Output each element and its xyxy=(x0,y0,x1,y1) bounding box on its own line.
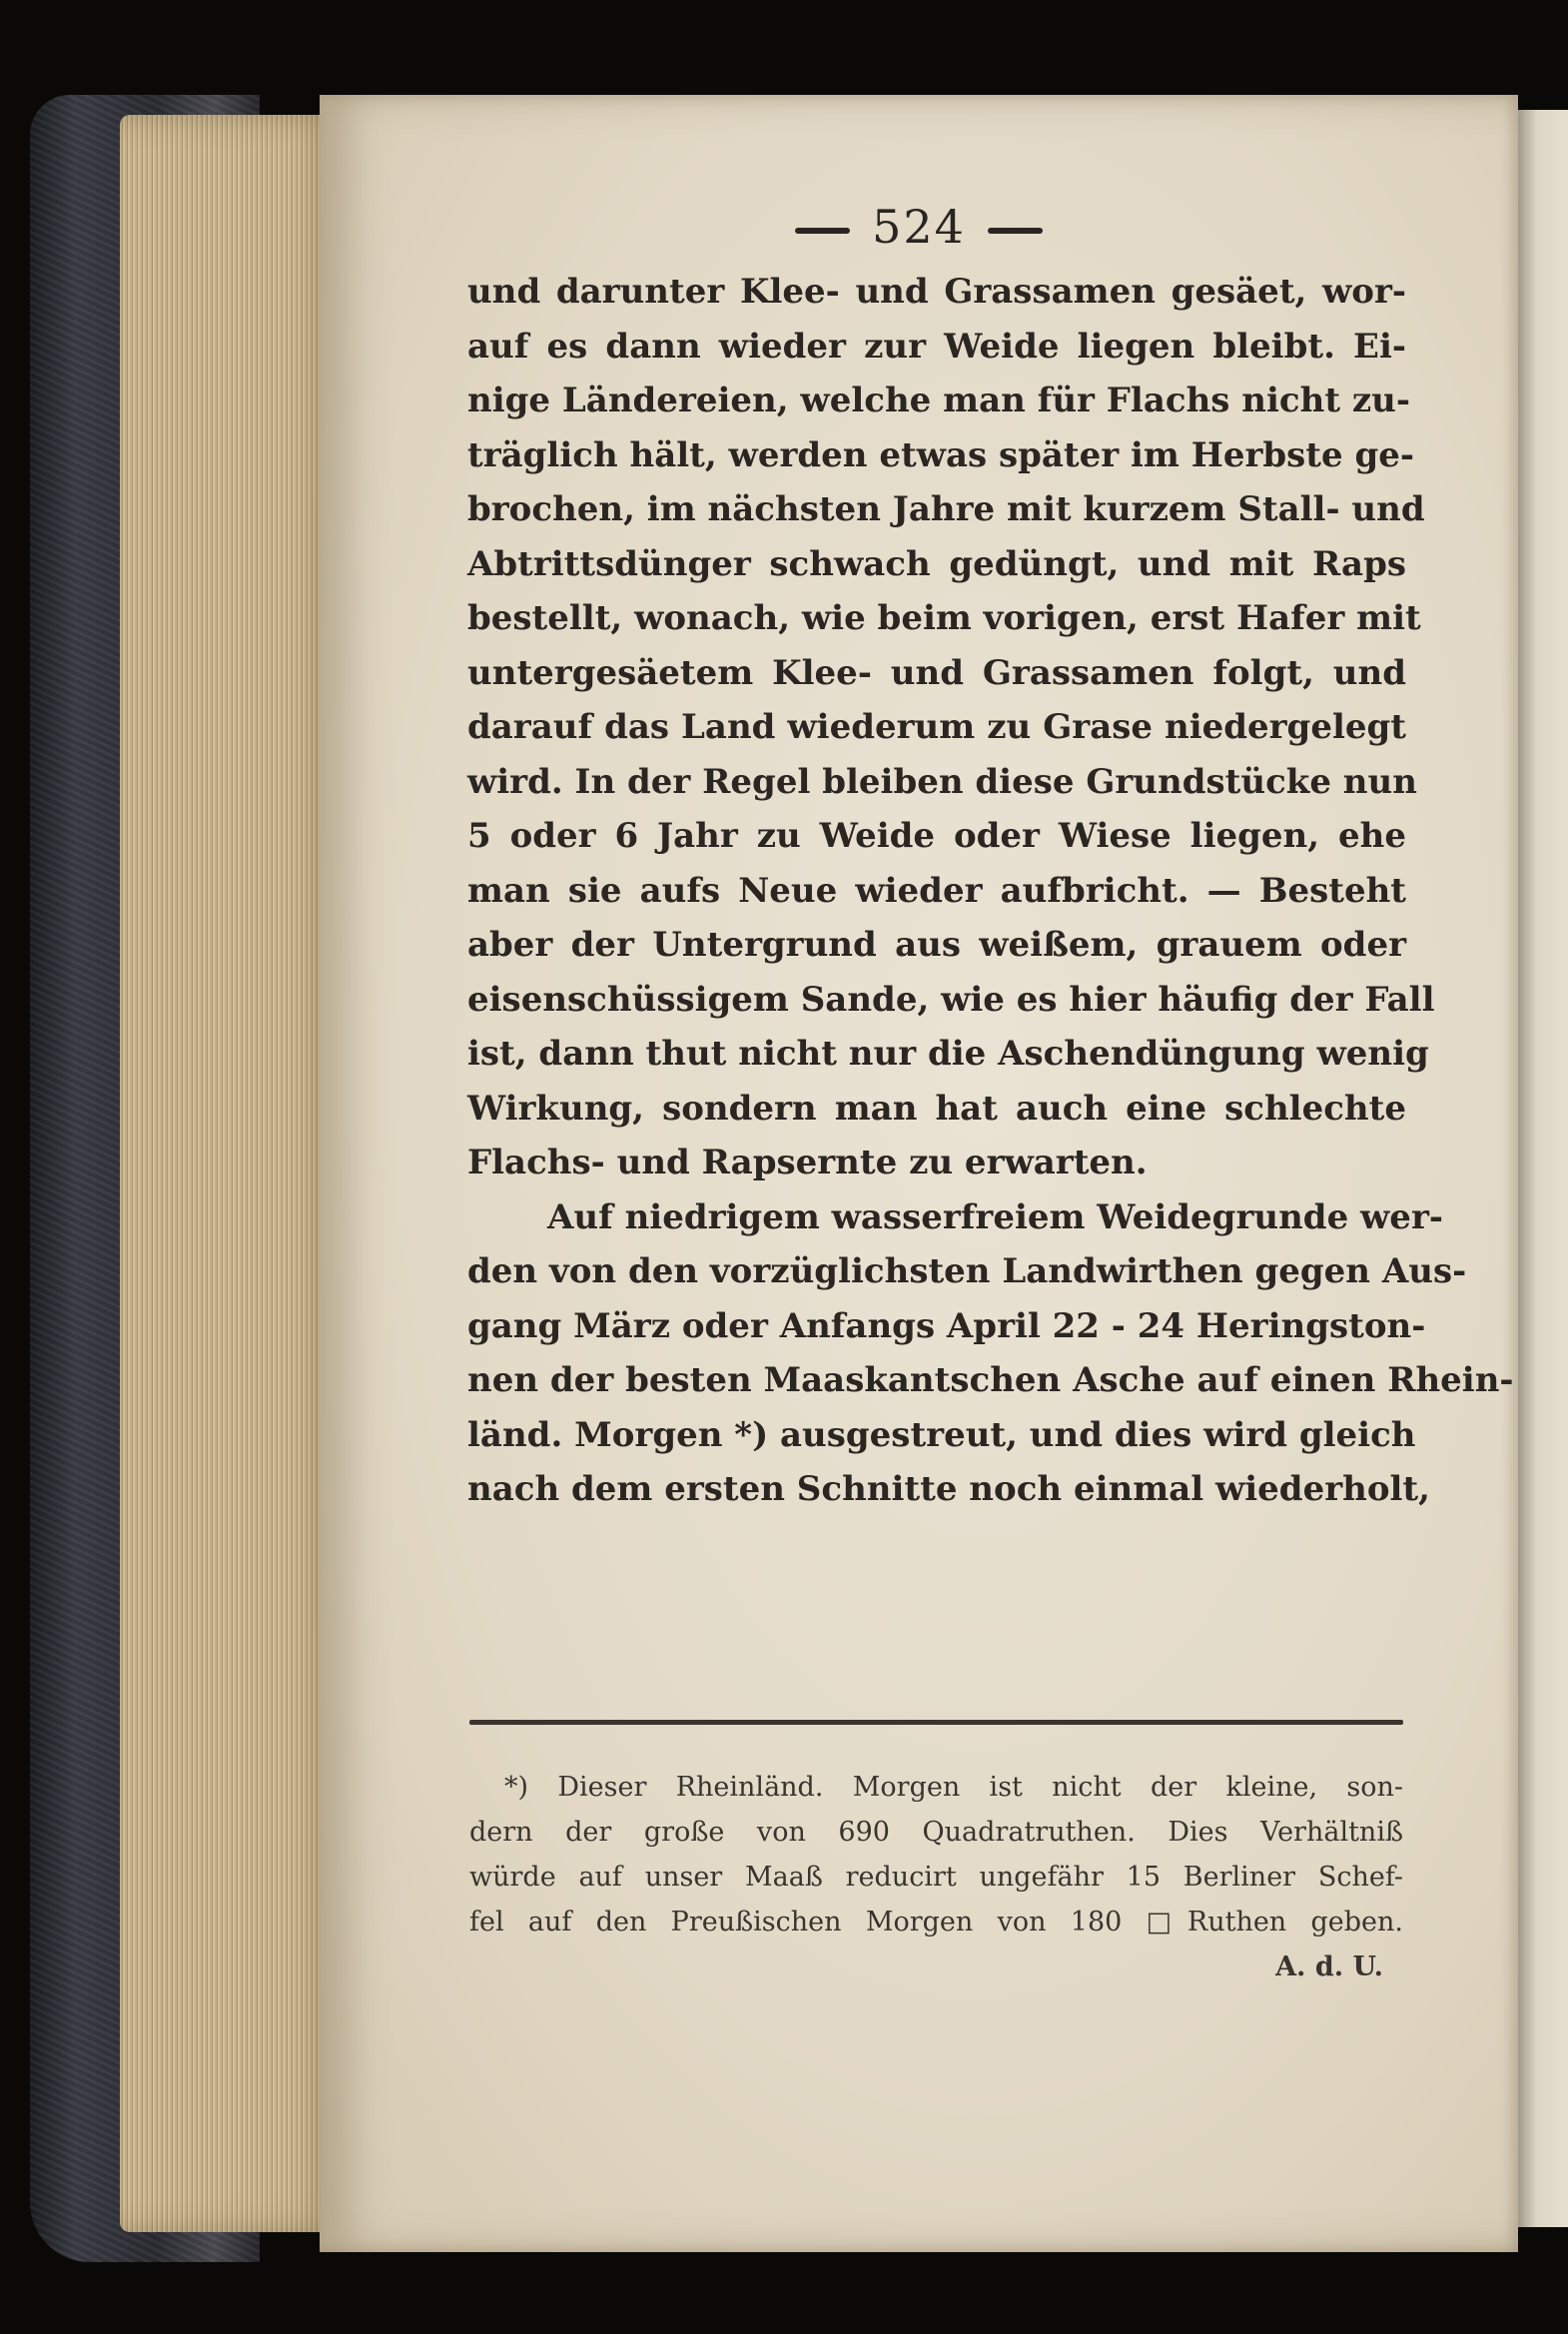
footnote-line: würde auf unser Maaß reducirt ungefähr 15 Berliner Schef- xyxy=(469,1862,1403,1893)
facing-page-edge xyxy=(1516,110,1568,2227)
text-line: brochen, im nächsten Jahre mit kurzem Stall- und xyxy=(467,489,1425,529)
text-line: den von den vorzüglichsten Landwirthen gegen Aus- xyxy=(467,1251,1467,1291)
text-line: auf es dann wieder zur Weide liegen bleibt. Ei- xyxy=(467,326,1406,367)
text-line: man sie aufs Neue wieder aufbricht. — Besteht xyxy=(467,870,1406,911)
footnote-line: dern der große von 690 Quadratruthen. Dies Verhältniß xyxy=(469,1817,1403,1848)
text-line: bestellt, wonach, wie beim vorigen, erst Hafer mit xyxy=(467,598,1421,638)
ornament-right xyxy=(988,228,1043,234)
footnote-signature: A. d. U. xyxy=(1275,1951,1383,1982)
page-number-header xyxy=(320,200,1518,254)
text-line: Auf niedrigem wasserfreiem Weidegrunde wer- xyxy=(547,1196,1443,1237)
body-text xyxy=(467,265,1514,1517)
text-line: träglich hält, werden etwas später im Herbste ge- xyxy=(467,434,1414,475)
text-line: 5 oder 6 Jahr zu Weide oder Wiese liegen, ehe xyxy=(467,816,1406,856)
text-line: nach dem ersten Schnitte noch einmal wiederholt, xyxy=(467,1469,1430,1509)
text-line: nige Ländereien, welche man für Flachs nicht zu- xyxy=(467,381,1411,420)
text-line: und darunter Klee- und Grassamen gesäet, wor- xyxy=(467,272,1406,312)
page-edges xyxy=(120,115,340,2232)
page-number: 524 xyxy=(872,200,966,254)
text-line: Flachs- und Rapsernte zu erwarten. xyxy=(467,1143,1148,1182)
text-line: nen der besten Maaskantschen Asche auf einen Rhein- xyxy=(467,1360,1514,1400)
text-line: Wirkung, sondern man hat auch eine schlechte xyxy=(467,1088,1406,1129)
text-line: aber der Untergrund aus weißem, grauem oder xyxy=(467,925,1406,965)
footnote xyxy=(469,1765,1403,1989)
text-line: eisenschüssigem Sande, wie es hier häufig der Fall xyxy=(467,979,1435,1020)
text-line: länd. Morgen *) ausgestreut, und dies wird gleich xyxy=(467,1414,1416,1455)
text-line: wird. In der Regel bleiben diese Grundstücke nun xyxy=(467,761,1417,802)
text-line: gang März oder Anfangs April 22 - 24 Heringston- xyxy=(467,1305,1426,1346)
ornament-left xyxy=(795,228,850,234)
footnote-line: fel auf den Preußischen Morgen von 180 □Ruthen geben. xyxy=(469,1907,1403,1938)
text-line: ist, dann thut nicht nur die Aschendüngung wenig xyxy=(467,1034,1429,1074)
text-line: untergesäetem Klee- und Grassamen folgt, und xyxy=(467,652,1406,693)
text-line: Abtrittsdünger schwach gedüngt, und mit Raps xyxy=(467,543,1406,584)
footnote-line: *) Dieser Rheinländ. Morgen ist nicht der kleine, son- xyxy=(504,1772,1403,1803)
footnote-divider xyxy=(469,1720,1403,1725)
text-line: darauf das Land wiederum zu Grase niedergelegt xyxy=(467,707,1406,747)
book-page xyxy=(320,95,1518,2252)
